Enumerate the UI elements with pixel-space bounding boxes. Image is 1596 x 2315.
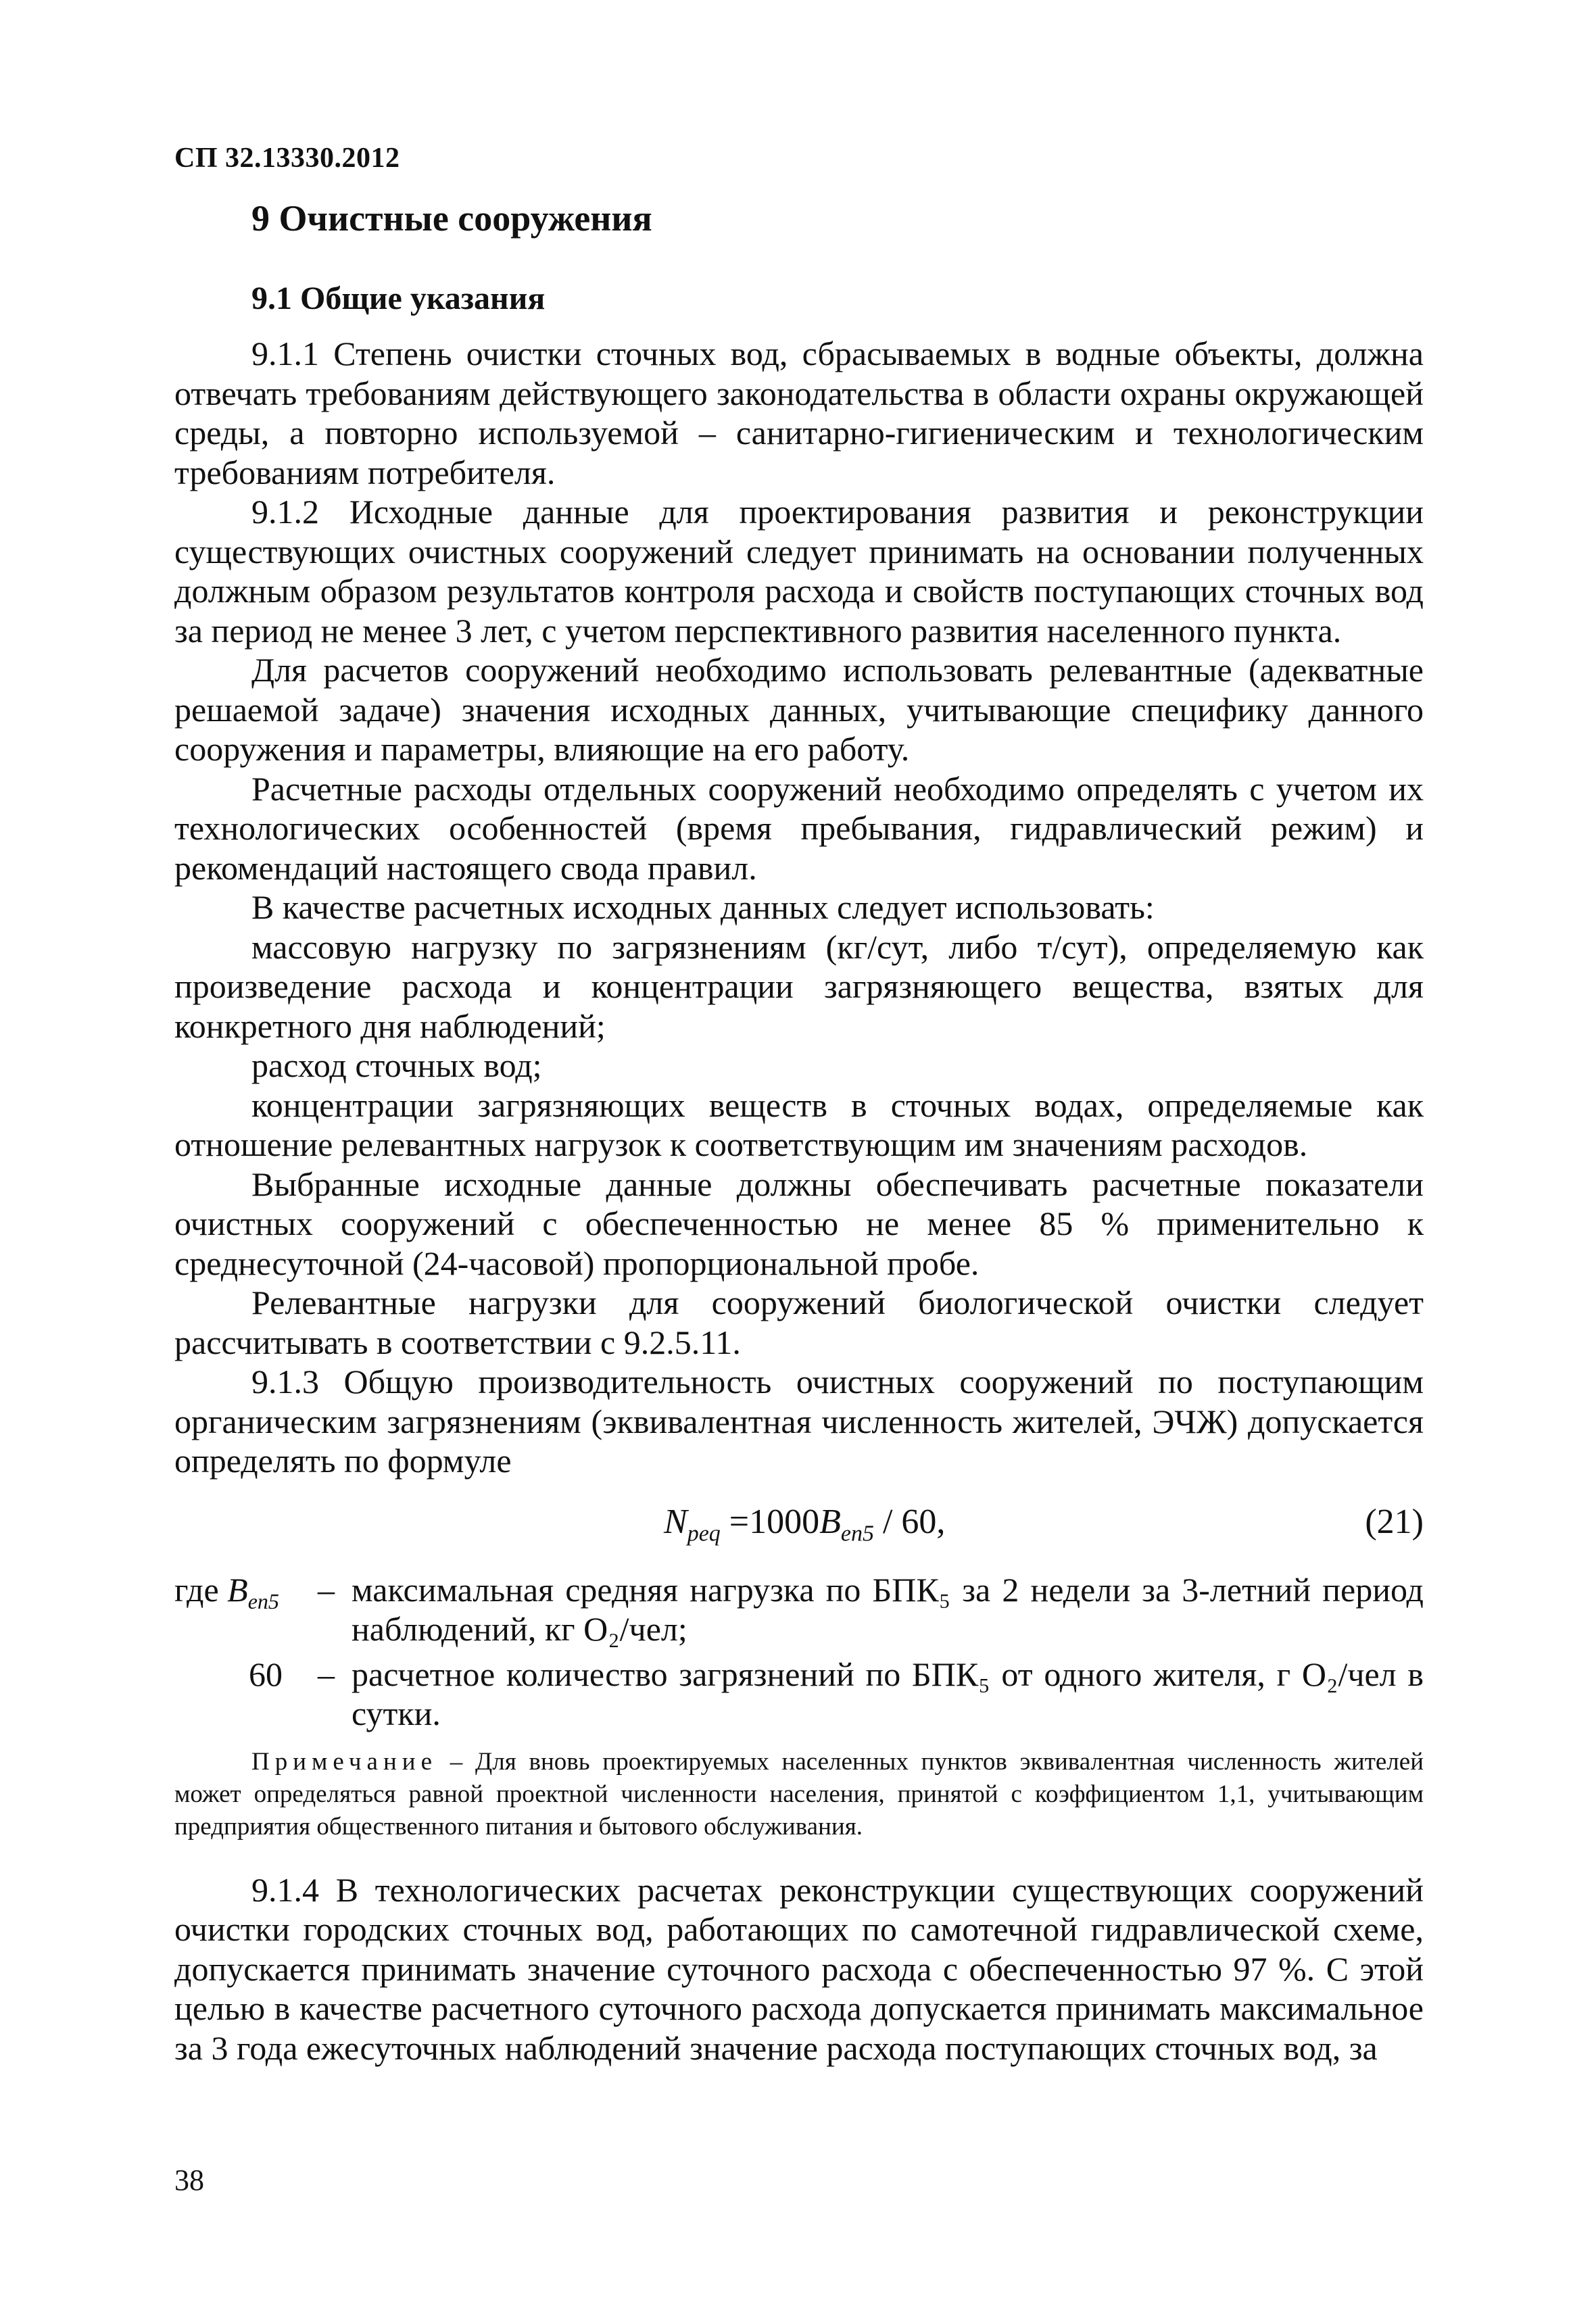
page-body (174, 195, 1424, 2068)
paragraph: В качестве расчетных исходных данных следует использовать: (251, 888, 1155, 926)
paragraph: 9.1.4 В технологических расчетах реконструкции существующих сооружений очистки городских сточных вод, работающих по самотечной гидравлической схеме, допускается принимать значение суточного расхода с обеспеченностью 97 %. С этой целью в качестве расчетного суточного расхода допускается принимать максимальное за 3 года ежесуточных наблюдений значение расхода поступающих сточных вод, за (174, 1870, 1424, 2067)
definition-subscript: en5 (247, 1588, 279, 1613)
note-label: Примечание (251, 1747, 437, 1776)
paragraphs-after-note (174, 1870, 1424, 2068)
definition-text: расчетное количество загрязнений по БПК₅ от одного жителя, г O₂/чел в сутки. (352, 1655, 1424, 1732)
paragraph: массовую нагрузку по загрязнениям (кг/сут, либо т/сут), определяемую как произведение расхода и концентрации загрязняющего вещества, взятых для конкретного дня наблюдений; (174, 927, 1424, 1045)
paragraph: концентрации загрязняющих веществ в сточных водах, определяемые как отношение релевантных нагрузок к соответствующим им значениям расходов. (174, 1086, 1424, 1163)
note (174, 1746, 1424, 1843)
paragraph: расход сточных вод; (251, 1046, 542, 1084)
definition-dash: – (318, 1655, 335, 1693)
paragraph: Для расчетов сооружений необходимо использовать релевантные (адекватные решаемой задаче) значения исходных данных, учитывающие специфику данного сооружения и параметры, влияющие на его работу. (174, 651, 1424, 768)
note-text: Для вновь проектируемых населенных пунктов эквивалентная численность жителей может определяться равной проектной численности населения, принятой с коэффициентом 1,1, учитывающим предприятия общественного питания и бытового обслуживания. (174, 1747, 1424, 1841)
formula-subscript-en5: en5 (840, 1520, 874, 1546)
definition-row (174, 1570, 1424, 1649)
formula (664, 1503, 945, 1554)
definition-symbol-letter: B (227, 1570, 248, 1609)
paragraphs-before-formula (174, 334, 1424, 1481)
subsection-title: 9.1 Общие указания (251, 281, 546, 316)
definition-symbol (174, 1570, 316, 1622)
equation-number: (21) (1365, 1502, 1424, 1541)
definition-text: максимальная средняя нагрузка по БПК₅ за 2 недели за 3-летний период наблюдений, кг O₂/чел; (352, 1570, 1424, 1648)
page-number: 38 (174, 2164, 204, 2197)
paragraph: Релевантные нагрузки для сооружений биологической очистки следует рассчитывать в соответствии с 9.2.5.11. (174, 1284, 1424, 1361)
paragraph: Расчетные расходы отдельных сооружений необходимо определять с учетом их технологических особенностей (время пребывания, гидравлический режим) и рекомендаций настоящего свода правил. (174, 769, 1424, 887)
paragraph: 9.1.2 Исходные данные для проектирования развития и реконструкции существующих очистных сооружений следует принимать на основании полученных должным образом результатов контроля расхода и свойств поступающих сточных вод за период не менее 3 лет, с учетом перспективного развития населенного пункта. (174, 493, 1424, 650)
note-separator: – (437, 1747, 476, 1776)
definitions-list (174, 1570, 1424, 1734)
paragraph: Выбранные исходные данные должны обеспечивать расчетные показатели очистных сооружений с обеспеченностью не менее 85 % применительно к среднесуточной (24-часовой) пропорциональной пробе. (174, 1165, 1424, 1282)
section-title: 9 Очистные сооружения (251, 198, 652, 239)
document-code: СП 32.13330.2012 (174, 143, 400, 174)
formula-tail: / 60, (873, 1502, 946, 1541)
formula-symbol-n: N (664, 1502, 687, 1541)
paragraph: 9.1.3 Общую производительность очистных сооружений по поступающим органическим загрязнениям (эквивалентная численность жителей, ЭЧЖ) допускается определять по формуле (174, 1363, 1424, 1480)
paragraph: 9.1.1 Степень очистки сточных вод, сбрасываемых в водные объекты, должна отвечать требованиям действующего законодательства в области охраны окружающей среды, а повторно используемой – санитарно-гигиеническим и технологическим требованиям потребителя. (174, 335, 1424, 491)
definition-symbol: 60 (249, 1655, 283, 1693)
formula-subscript-peq: peq (687, 1520, 721, 1546)
definition-row (174, 1655, 1424, 1734)
formula-symbol-b: B (819, 1502, 841, 1541)
formula-equals: =1000 (720, 1502, 820, 1541)
definition-prefix: где (174, 1570, 228, 1609)
formula-row (174, 1494, 1424, 1554)
definition-dash: – (318, 1570, 335, 1609)
